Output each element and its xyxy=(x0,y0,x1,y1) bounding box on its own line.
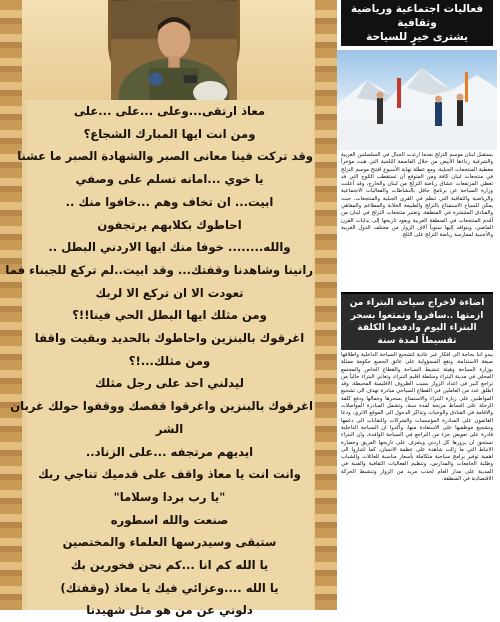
poem-line: اغرقوك بالبنزين واغرقوا قفصك ووقفوا حولك غربان xyxy=(10,399,313,414)
poem-line: "يا رب بردا وسلاما" xyxy=(113,489,226,504)
poem-line: صنعت والله اسطوره xyxy=(110,512,229,527)
poem-text xyxy=(5,100,313,618)
poem-line: يا خوي ...امانه تسلم على وصفي xyxy=(75,172,264,187)
poem-line: والله........ خوفا منك ايها الاردني البطل .. xyxy=(48,240,291,255)
poem-line: ستبقى وسيدرسها العلماء والمختصين xyxy=(62,535,277,550)
pilot-portrait-image xyxy=(111,0,237,101)
poem-line: ومن مثلك ايها البطل الحي فينا!!؟ xyxy=(72,308,267,323)
article-lebanon-ski: يستقبل لبنان موسم التزلج بعدما ارتدت الجبال في السلسلتين الغربية والشرقية رداءها الأبيض من خلال العاصفة الثلجية التي هبت مؤخراً مغطية المنتجعات الجبلية، ومع عطلة نهاية الأسبوع افتتح موسم التزلج في منتجعات لبنان كافة ومن المتوقع أن تستقطب الثلوج التي قد تغطي المرتفعات عشاق رياضة التزلج من لبنان والخارج، وقد أعلنت وزارة السياحة عن برنامج حافل بالنشاطات والفعاليات الاجتماعية والرياضية والثقافية التي تنظم في القرى الجبلية والمنتجعات، حيث يمكن للسياح الاستمتاع بالتزلج والطبيعة الخلابة والمطاعم والمقاهي والفنادق المنتشرة في المنطقة، وتعتبر منتجعات التزلج في لبنان من أقدم المنتجعات في المنطقة العربية ويعود تاريخها إلى بدايات القرن الماضي، ويتوافد إليها سنوياً آلاف الزوار من مختلف الدول العربية والأجنبية لممارسة رياضة التزلج على الثلج. xyxy=(341,152,493,239)
headline-line: فعاليات اجتماعية ورياضية وثقافية xyxy=(350,3,484,29)
poem-line: ومن مثلك...!؟ xyxy=(128,353,211,368)
poem-line: تعودت الا ان تركع الا لربك xyxy=(95,285,244,300)
poem-line: ليدلني احد على رجل مثلك xyxy=(95,376,244,391)
poem-line: ابيت... ان تخاف وهم ...خافوا منك .. xyxy=(65,194,274,209)
newspaper-column xyxy=(337,0,500,610)
poem-line: ومن انت ايها المبارك الشجاع؟ xyxy=(83,126,256,141)
ski-photo xyxy=(337,50,497,150)
ski-photo-image xyxy=(337,50,497,150)
poem-line: ايديهم مرتجفه ...على الزناد.. xyxy=(85,444,254,459)
parchment-edge-right xyxy=(315,0,337,610)
poem-line: احاطوك بكلابهم يرتجفون xyxy=(97,217,242,232)
headline-petra: اضاءة لاخراج سياحة البتراء من ازمتها ..سافروا وتمتعوا بسحر البتراء اليوم وادفعوا الكلفة تقسيطاً لمدة سنة xyxy=(341,292,493,350)
article-petra: يبدو اننا بحاجة الى افكار غير عادية لتشجيع السياحة الداخلية واطلاقها صيغة الاستدامة، وتقع المسؤولية على عاتق الجميع حكومة ممثلة بوزارة السياحة وهيئة تنشيط السياحة والقطاع الخاص والمجتمع المحلي في مدينة البتراء وسلطة اقليم البتراء، وتعاني البتراء حالياً من تراجع كبير في اعداد الزوار بسبب الظروف الاقليمية المحيطة، وقد اطلق عدد من العاملين في القطاع السياحي مبادرة تهدف الى تشجيع المواطنين على زيارة البتراء والاستمتاع بسحرها وجمالها ودفع كلفة الرحلة على اقساط مريحة لمدة سنة، وتشمل المبادرة المواصلات والاقامة في الفنادق والوجبات وتذاكر الدخول الى الموقع الاثري، ودعا القائمون على المبادرة المؤسسات والشركات والنقابات الى دعمها وتشجيع موظفيها على الاستفادة منها، وأكدوا ان السياحة الداخلية قادرة على تعويض جزء من التراجع في السياحة الوافدة، وان البتراء تستحق ان يزورها كل اردني ويتعرف على تاريخها العريق وحضارة الانباط التي ما زالت شاهدة على عظمة الانسان، كما اشاروا الى اهمية توفير برامج سياحية متكاملة بأسعار مناسبة للعائلات والشباب وطلبة الجامعات والمدارس، وتنظيم الفعاليات الثقافية والفنية في المدينة على مدار العام لجذب مزيد من الزوار وتنشيط الحركة الاقتصادية في المنطقة. xyxy=(341,352,493,483)
poem-line: يا الله كم انا ...كم نحن فخورين بك xyxy=(70,558,269,573)
poem-line: يا الله ....وعزائي فيك يا معاذ (وقفتك) xyxy=(60,580,279,595)
poem-line: دلوني عن من هو مثل شهيدنا xyxy=(86,603,253,618)
poem-line: رانينا وشاهدنا وقفتك... وقد ابيت..لم تركع للجبناء فما xyxy=(5,262,313,277)
poem-line: وقد تركت فينا معانى الصبر والشهادة الصبر ما عشنا xyxy=(17,149,313,164)
poem-line: وانت انت يا معاذ واقف على قدميك تناجي ربك xyxy=(38,467,301,482)
parchment-edge-left xyxy=(0,0,22,610)
headline-line: يشترى خيرٍ للسياحة xyxy=(366,31,468,43)
pilot-portrait xyxy=(108,0,240,104)
poem-line: الشر xyxy=(155,421,184,436)
poem-line: معاذ ارتقى...وعلى ...على ...على xyxy=(73,104,266,118)
headline-lebanon xyxy=(341,0,493,46)
poem-line: اغرقوك بالبنزين واحاطوك بالحديد وبقيت واقفا xyxy=(34,331,305,346)
